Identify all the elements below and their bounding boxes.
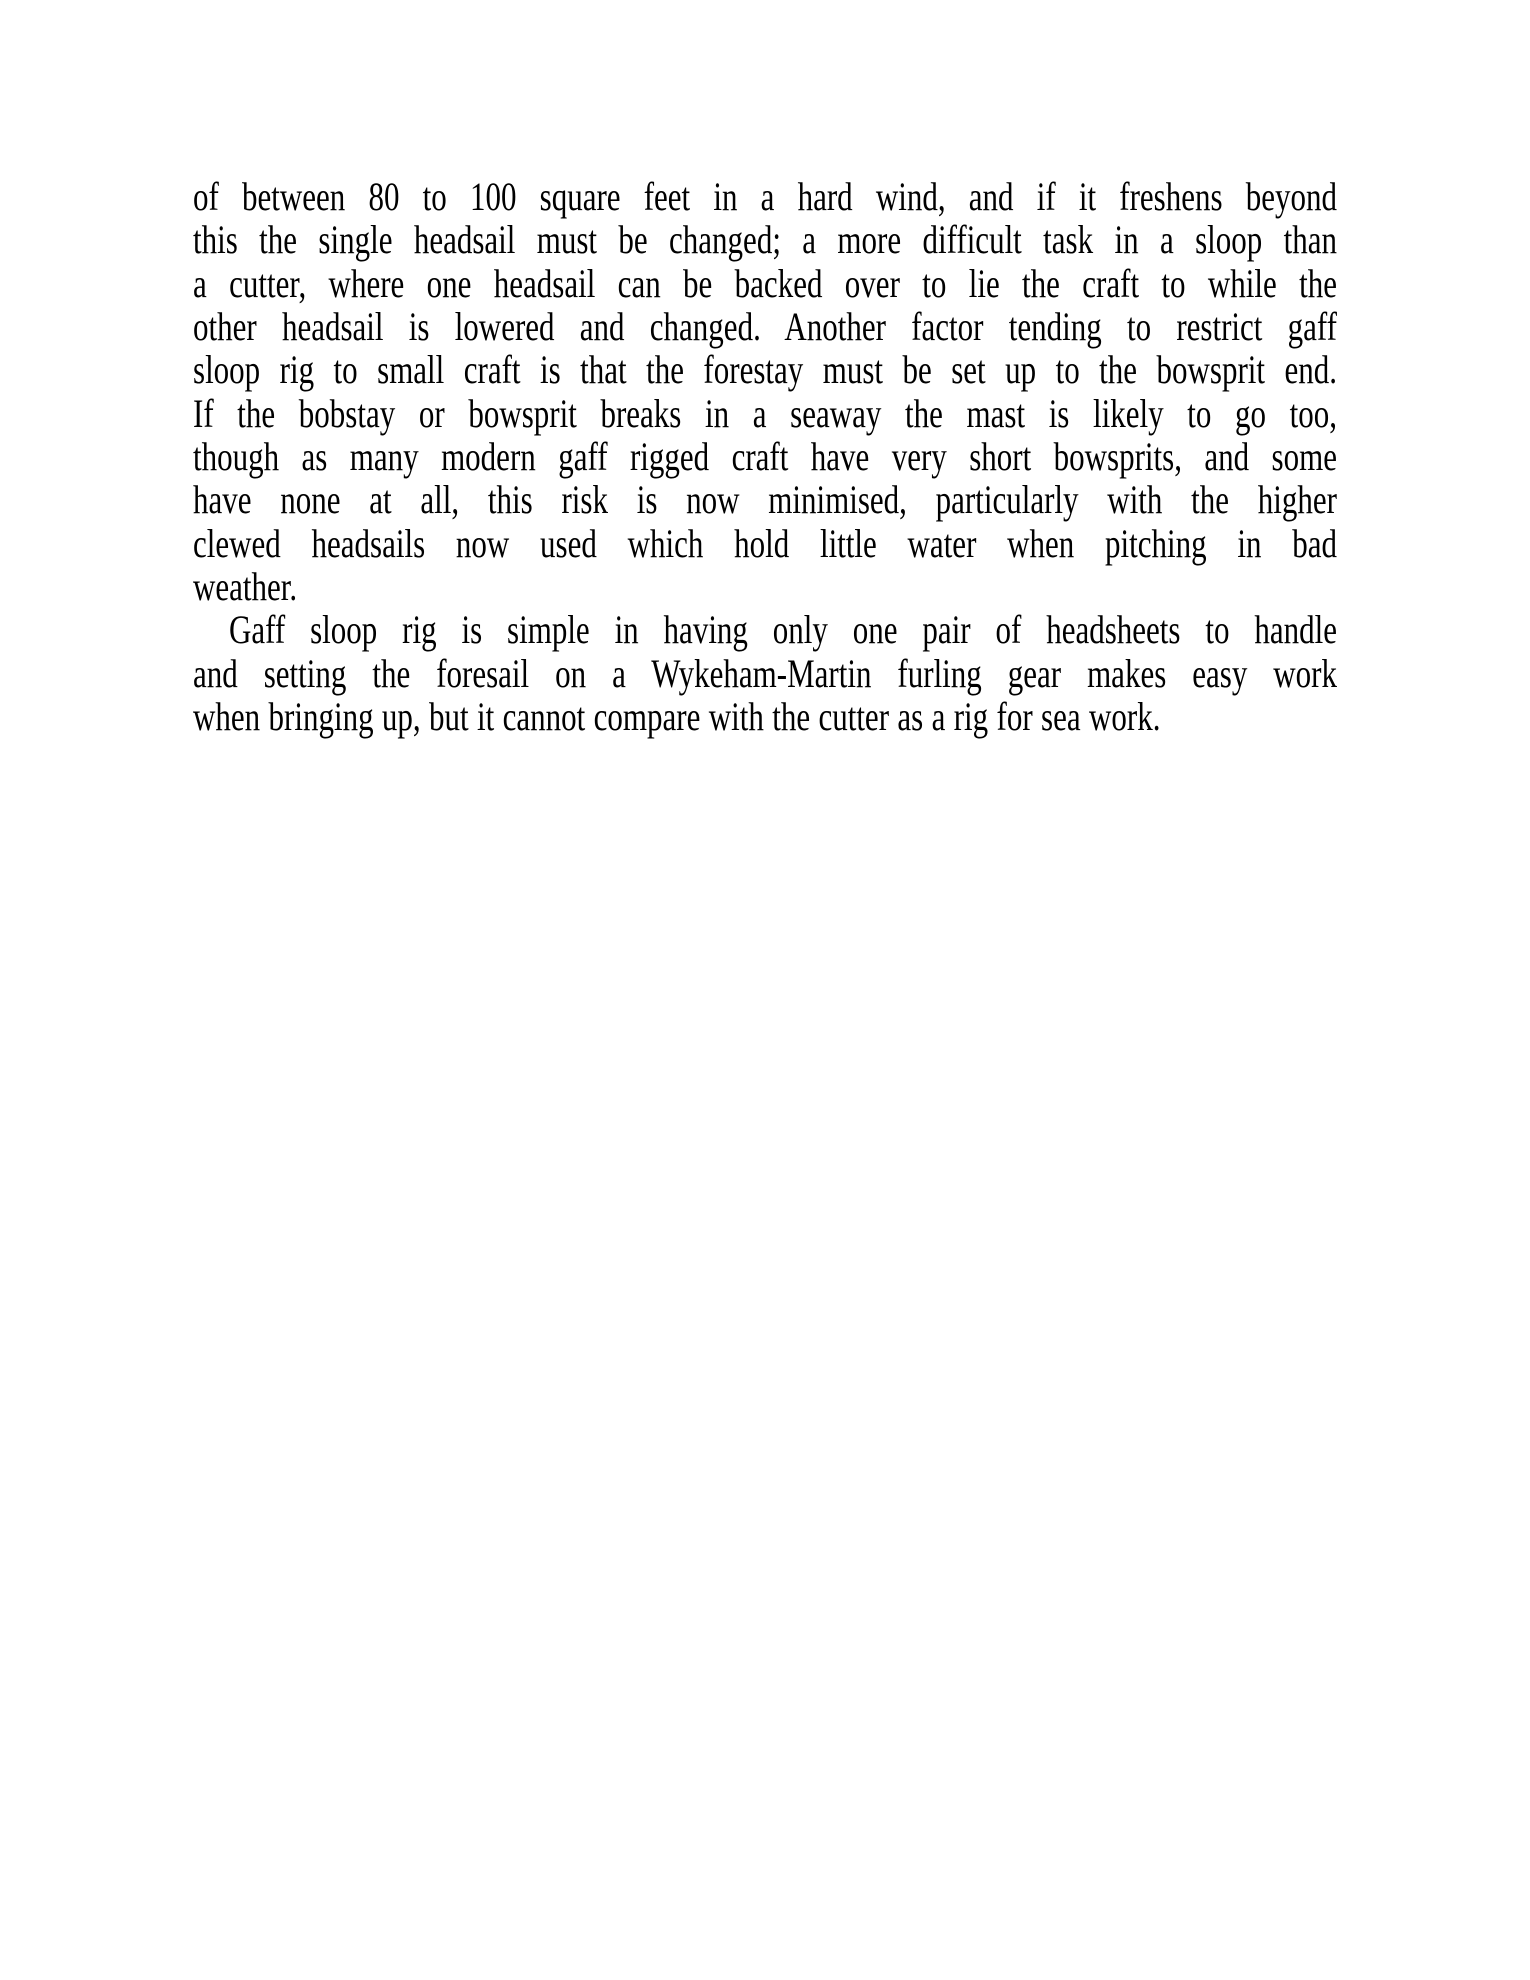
- text-line: If the bobstay or bowsprit breaks in a seaway the mast is likely to go too,: [193, 390, 1337, 436]
- text-line: though as many modern gaff rigged craft have very short bowsprits, and some: [193, 433, 1337, 480]
- text-line: Gaff sloop rig is simple in having only one pair of headsheets to handle: [229, 607, 1337, 653]
- paragraph: [193, 175, 1337, 608]
- text-line: other headsail is lowered and changed. Another factor tending to restrict gaff: [193, 303, 1337, 350]
- text-line: have none at all, this risk is now minimised, particularly with the higher: [193, 477, 1337, 523]
- text-line: a cutter, where one headsail can be backed over to lie the craft to while the: [193, 260, 1337, 306]
- text-line: this the single headsail must be changed; a more difficult task in a sloop than: [193, 217, 1337, 263]
- text-line: and setting the foresail on a Wykeham-Martin furling gear makes easy work: [193, 650, 1337, 697]
- text-line: clewed headsails now used which hold little water when pitching in bad: [193, 520, 1337, 566]
- text-line: sloop rig to small craft is that the forestay must be set up to the bowsprit end.: [193, 347, 1337, 393]
- text-block: [193, 175, 1337, 739]
- text-line: of between 80 to 100 square feet in a hard wind, and if it freshens beyond: [193, 173, 1337, 220]
- paragraph: [193, 608, 1337, 738]
- text-line: when bringing up, but it cannot compare with the cutter as a rig for sea work.: [193, 693, 1161, 740]
- text-line: weather.: [193, 563, 298, 610]
